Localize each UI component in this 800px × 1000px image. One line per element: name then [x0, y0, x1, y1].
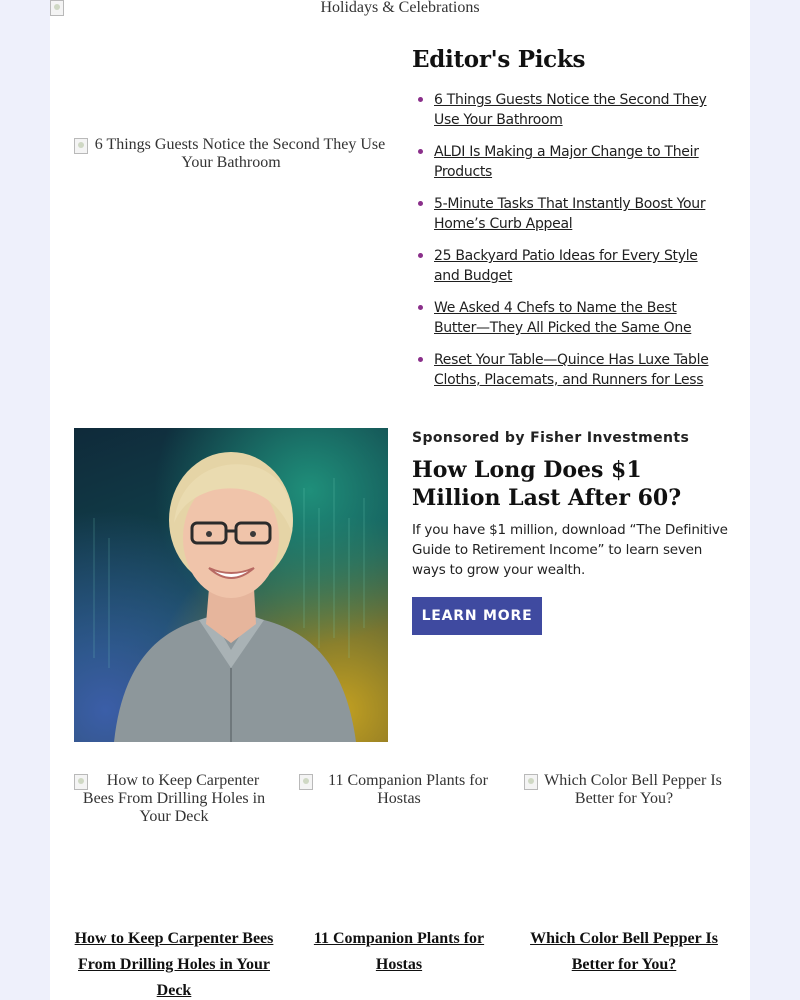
pick-link-1[interactable]: 6 Things Guests Notice the Second They Use Your Bathroom [434, 92, 707, 128]
editors-picks-hero-image[interactable] [74, 136, 388, 172]
holidays-banner-image[interactable] [50, 0, 750, 20]
card-image-alt: 11 Companion Plants for Hostas [328, 772, 488, 807]
bullet-icon [418, 253, 423, 258]
list-item [412, 142, 722, 182]
editors-picks-list [412, 90, 722, 402]
bullet-icon [418, 97, 423, 102]
pick-link-4[interactable]: 25 Backyard Patio Ideas for Every Style and Budget [434, 248, 698, 284]
card-image-bell-pepper[interactable] [524, 772, 724, 808]
broken-image-icon [50, 0, 64, 16]
list-item [412, 194, 722, 234]
email-body [50, 0, 750, 1000]
broken-image-icon [74, 138, 88, 154]
list-item [412, 350, 722, 390]
pick-link-2[interactable]: ALDI Is Making a Major Change to Their Products [434, 144, 699, 180]
sponsored-headline[interactable]: How Long Does $1 Million Last After 60? [412, 457, 682, 511]
bullet-icon [418, 149, 423, 154]
editors-picks-title: Editor's Picks [412, 46, 586, 73]
bullet-icon [418, 201, 423, 206]
list-item [412, 298, 722, 338]
pick-link-3[interactable]: 5-Minute Tasks That Instantly Boost Your Home’s Curb Appeal [434, 196, 706, 232]
smiling-woman-illustration [74, 428, 388, 742]
bullet-icon [418, 357, 423, 362]
sponsored-description: If you have $1 million, download “The Definitive Guide to Retirement Income” to learn seven ways to grow your wealth. [412, 522, 728, 578]
card-image-alt: Which Color Bell Pepper Is Better for You? [544, 772, 722, 807]
bullet-icon [418, 305, 423, 310]
list-item [412, 90, 722, 130]
sponsored-photo[interactable] [74, 428, 388, 742]
learn-more-button[interactable]: LEARN MORE [412, 597, 542, 635]
card-link-bell-pepper[interactable]: Which Color Bell Pepper Is Better for You? [530, 930, 718, 973]
pick-link-6[interactable]: Reset Your Table—Quince Has Luxe Table Cloths, Placemats, and Runners for Less [434, 352, 709, 388]
card-link-companion-plants[interactable]: 11 Companion Plants for Hostas [313, 930, 485, 973]
pick-link-5[interactable]: We Asked 4 Chefs to Name the Best Butter—They All Picked the Same One [434, 300, 692, 336]
hero-image-alt: 6 Things Guests Notice the Second They Use Your Bathroom [94, 136, 386, 171]
card-image-alt: How to Keep Carpenter Bees From Drilling Holes in Your Deck [82, 772, 266, 825]
card-image-companion-plants[interactable] [299, 772, 499, 808]
list-item [412, 246, 722, 286]
card-link-carpenter-bees[interactable]: How to Keep Carpenter Bees From Drilling Holes in Your Deck [74, 930, 274, 999]
sponsor-label: Sponsored by Fisher Investments [412, 430, 690, 446]
holidays-banner-alt: Holidays & Celebrations [320, 0, 480, 16]
broken-image-icon [299, 774, 313, 790]
broken-image-icon [74, 774, 88, 790]
broken-image-icon [524, 774, 538, 790]
card-image-carpenter-bees[interactable] [74, 772, 274, 826]
